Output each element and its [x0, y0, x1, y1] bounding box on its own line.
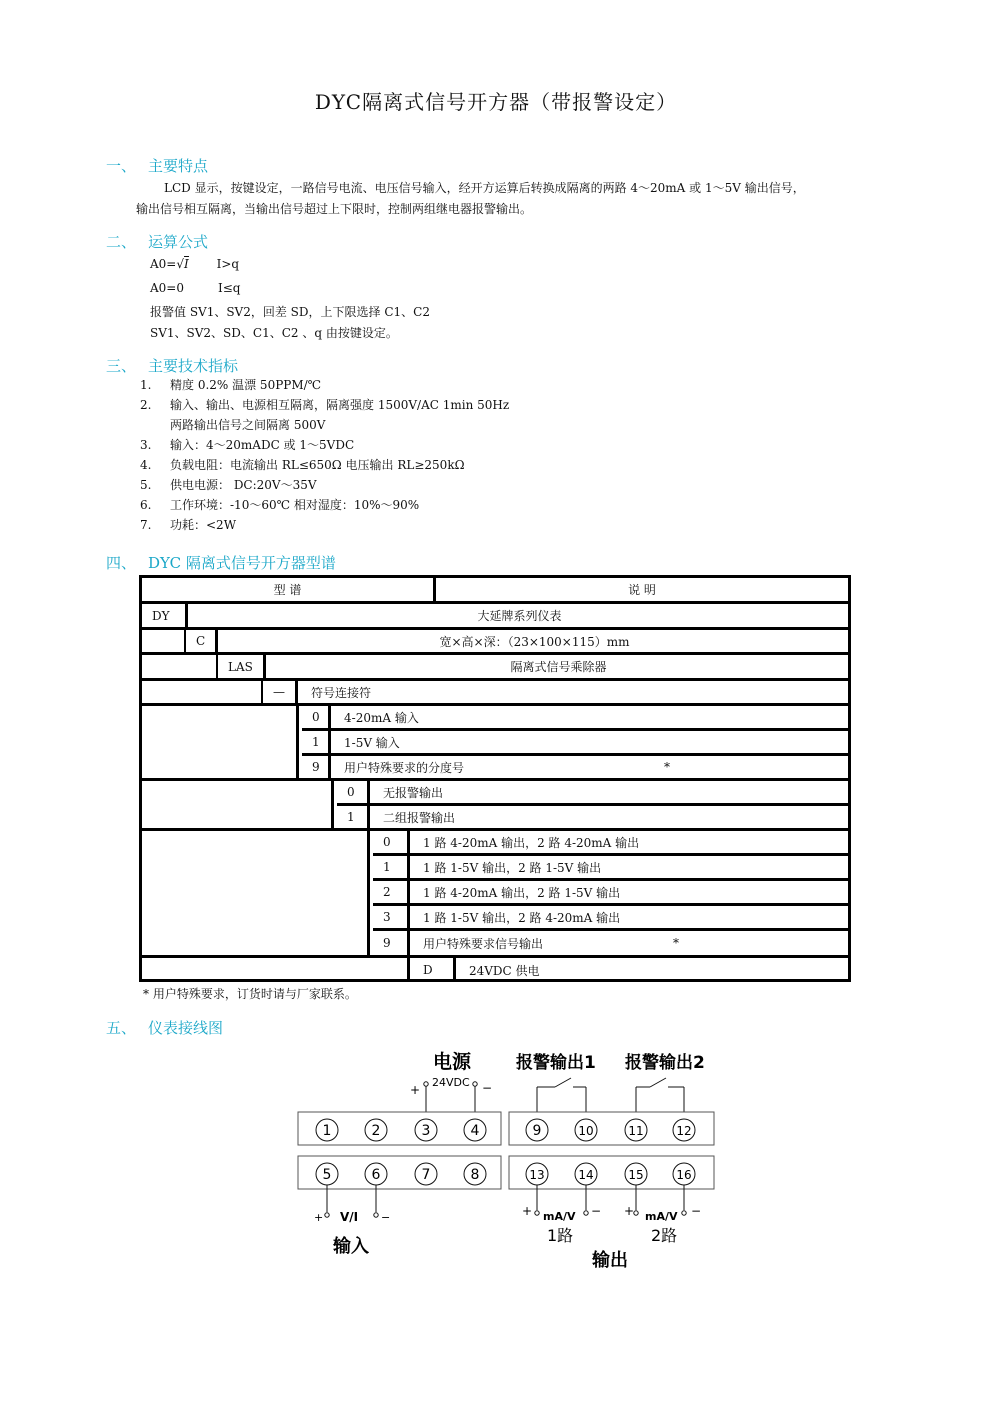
power-voltage: 24VDC — [432, 1076, 470, 1089]
terminal-13: 13 — [529, 1168, 545, 1182]
blank-cell — [142, 630, 186, 652]
input-star: * — [664, 760, 670, 774]
blank-cell — [142, 706, 299, 778]
alarm1-label: 报警输出1 — [516, 1053, 596, 1073]
output-code-0: 0 — [373, 831, 410, 853]
blank-cell — [142, 831, 370, 955]
input-desc-1: 1-5V 输入 — [344, 735, 400, 750]
blank-cell — [142, 781, 334, 828]
terminal-4: 4 — [470, 1123, 480, 1139]
formula-2-condition: I≤q — [218, 281, 241, 295]
terminal-8: 8 — [470, 1167, 480, 1183]
ch1-label: 1路 — [547, 1226, 574, 1245]
terminal-11: 11 — [628, 1124, 644, 1138]
terminal-5: 5 — [322, 1167, 332, 1183]
section-2-number: 二、 — [106, 233, 137, 251]
formula-2 — [150, 278, 240, 298]
input-plus: + — [314, 1211, 324, 1224]
terminal-2: 2 — [371, 1123, 381, 1139]
sqrt-symbol: √ — [176, 257, 185, 271]
ch2-minus: − — [691, 1204, 702, 1218]
output-desc-9: 用户特殊要求信号输出 — [423, 936, 544, 951]
output-label: 输出 — [592, 1250, 628, 1271]
blank-cell — [142, 958, 410, 982]
alarm-code-1: 1 — [337, 806, 370, 828]
output-code-3: 3 — [373, 906, 410, 928]
formula-1-radicand: I — [184, 257, 189, 271]
spec-item: 5. 供电电源： DC:20V～35V — [140, 478, 317, 492]
terminal-3: 3 — [421, 1123, 431, 1139]
spec-item: 7. 功耗：<2W — [140, 518, 237, 532]
desc-dash: 符号连接符 — [311, 685, 372, 700]
output-desc-3: 1 路 1-5V 输出，2 路 4-20mA 输出 — [423, 910, 621, 925]
output-desc-1: 1 路 1-5V 输出，2 路 1-5V 输出 — [423, 860, 602, 875]
section-1-heading — [106, 155, 208, 176]
code-dash: — — [263, 681, 298, 703]
section-2-title: 运算公式 — [148, 233, 209, 251]
spec-item: 4. 负载电阻：电流输出 RL≤650Ω 电压输出 RL≥250kΩ — [140, 458, 465, 472]
key-settings-line: SV1、SV2、SD、C1、C2 、q 由按键设定。 — [150, 326, 398, 340]
spec-list — [140, 375, 509, 535]
section-3-heading — [106, 355, 238, 376]
terminal-15: 15 — [628, 1168, 644, 1182]
desc-c: 宽×高×深：（23×100×115）mm — [439, 634, 630, 649]
section-1-title: 主要特点 — [148, 157, 209, 175]
alarm-desc-1: 二组报警输出 — [383, 810, 456, 825]
formula-1-lhs: A0= — [150, 257, 177, 271]
ch1-mav: mA/V — [543, 1210, 576, 1223]
spec-item: 1. 精度 0.2% 温漂 50PPM/℃ — [140, 378, 322, 392]
output-star: * — [673, 936, 679, 950]
formula-1-condition: I>q — [216, 257, 240, 271]
terminal-16: 16 — [676, 1168, 692, 1182]
input-code-1: 1 — [302, 731, 331, 753]
alarm-settings-line: 报警值 SV1、SV2，回差 SD，上下限选择 C1、C2 — [150, 305, 430, 319]
section-2-heading — [106, 231, 208, 252]
section-3-title: 主要技术指标 — [148, 357, 239, 375]
section-4-heading — [106, 552, 336, 573]
ch1-minus: − — [591, 1204, 602, 1218]
terminal-6: 6 — [371, 1167, 381, 1183]
power-desc: 24VDC 供电 — [469, 963, 540, 978]
output-code-2: 2 — [373, 881, 410, 903]
ch2-mav: mA/V — [645, 1210, 678, 1223]
code-dy: DY — [142, 604, 188, 627]
output-desc-0: 1 路 4-20mA 输出，2 路 4-20mA 输出 — [423, 835, 640, 850]
input-label: 输入 — [333, 1236, 369, 1257]
input-code-0: 0 — [302, 706, 331, 728]
wiring-diagram — [290, 1042, 730, 1282]
code-c: C — [186, 630, 218, 652]
ch2-label: 2路 — [651, 1226, 678, 1245]
table-header-model: 型 谱 — [142, 578, 436, 601]
terminal-12: 12 — [676, 1124, 692, 1138]
terminal-9: 9 — [532, 1123, 542, 1139]
formula-2-lhs: A0=0 — [150, 281, 184, 295]
input-desc-9: 用户特殊要求的分度号 — [344, 760, 465, 775]
table-footnote: * 用户特殊要求，订货时请与厂家联系。 — [143, 987, 357, 1001]
terminal-1: 1 — [322, 1123, 332, 1139]
code-las: LAS — [218, 655, 266, 678]
output-code-1: 1 — [373, 856, 410, 878]
vi-label: V/I — [340, 1210, 359, 1224]
section-4-number: 四、 — [106, 554, 137, 572]
section-5-heading — [106, 1017, 223, 1038]
alarm2-label: 报警输出2 — [625, 1053, 705, 1073]
section-5-title: 仪表接线图 — [148, 1019, 224, 1037]
power-code: D — [413, 958, 456, 982]
table-header-description: 说 明 — [628, 583, 656, 597]
alarm-code-0: 0 — [337, 781, 370, 803]
spec-item: 3. 输入：4～20mADC 或 1～5VDC — [140, 438, 355, 452]
section-3-number: 三、 — [106, 357, 137, 375]
spec-item: 2. 输入、输出、电源相互隔离，隔离强度 1500V/AC 1min 50Hz — [140, 398, 510, 412]
terminal-7: 7 — [421, 1167, 431, 1183]
alarm-desc-0: 无报警输出 — [383, 785, 444, 800]
blank-cell — [142, 681, 263, 703]
power-plus: + — [410, 1083, 421, 1097]
formula-1 — [150, 254, 239, 274]
input-desc-0: 4-20mA 输入 — [344, 710, 419, 725]
page-title: DYC隔离式信号开方器（带报警设定） — [314, 90, 678, 114]
desc-las: 隔离式信号乘除器 — [510, 660, 607, 674]
power-label: 电源 — [433, 1051, 472, 1073]
section-1-number: 一、 — [106, 157, 137, 175]
section-4-title: DYC 隔离式信号开方器型谱 — [148, 554, 336, 572]
desc-dy: 大延牌系列仪表 — [477, 609, 562, 623]
output-code-9: 9 — [373, 931, 410, 955]
input-minus: − — [381, 1211, 391, 1224]
power-minus: − — [482, 1081, 493, 1095]
ch1-plus: + — [522, 1204, 533, 1218]
input-code-9: 9 — [302, 756, 331, 778]
terminal-14: 14 — [578, 1168, 594, 1182]
ch2-plus: + — [624, 1204, 635, 1218]
blank-cell — [142, 655, 218, 678]
spec-item: 两路输出信号之间隔离 500V — [170, 418, 326, 432]
features-line-1: LCD 显示，按键设定，一路信号电流、电压信号输入，经开方运算后转换成隔离的两路 4～20mA 或 1～5V 输出信号， — [164, 181, 805, 195]
features-line-2: 输出信号相互隔离，当输出信号超过上下限时，控制两组继电器报警输出。 — [136, 202, 533, 216]
output-desc-2: 1 路 4-20mA 输出，2 路 1-5V 输出 — [423, 885, 621, 900]
spec-item: 6. 工作环境：-10～60℃ 相对湿度：10%～90% — [140, 498, 420, 512]
section-5-number: 五、 — [106, 1019, 137, 1037]
model-table — [139, 575, 851, 982]
terminal-10: 10 — [578, 1124, 594, 1138]
